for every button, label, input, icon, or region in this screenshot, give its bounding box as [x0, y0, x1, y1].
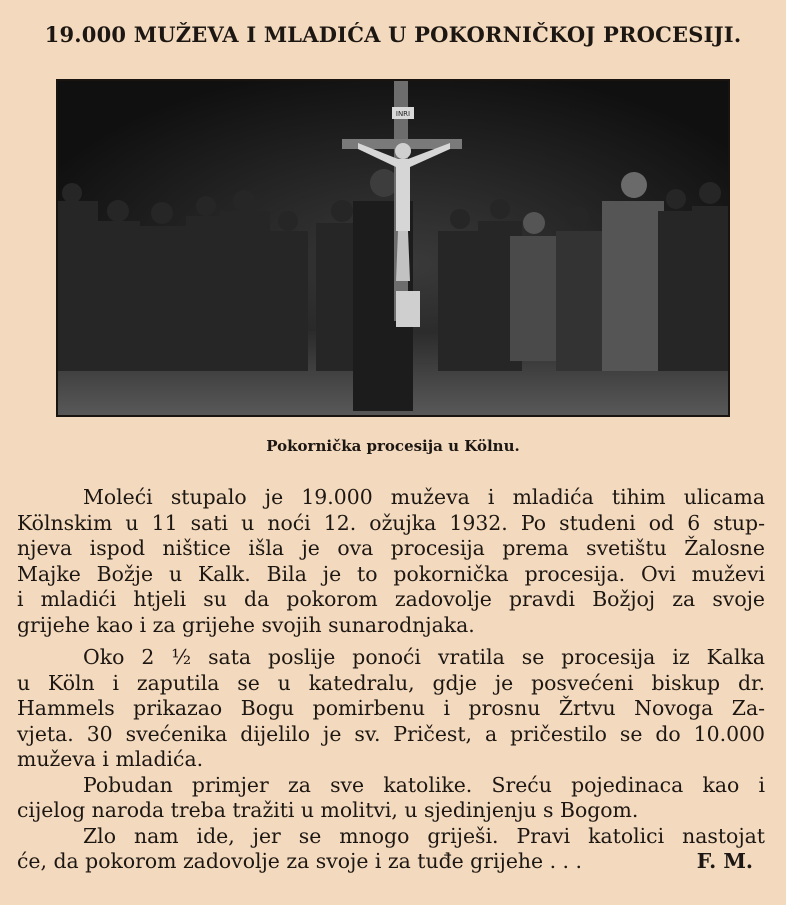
- text-line: Oko 2 ½ sata poslije ponoći vratila se procesija iz Kalka: [83, 645, 765, 669]
- text-line: će, da pokorom zadovolje za svoje i za tuđe grijehe . . .: [17, 849, 582, 873]
- text-line: Kölnskim u 11 sati u noći 12. ožujka 1932. Po studeni od 6 stup-: [17, 510, 765, 535]
- paragraph-4: [17, 824, 765, 875]
- text-line: Majke Božje u Kalk. Bila je to pokornička procesija. Ovi muževi: [17, 561, 765, 586]
- paragraph-1: [17, 485, 765, 638]
- text-line: cijelog naroda treba tražiti u molitvi, u sjedinjenju s Bogom.: [17, 798, 639, 822]
- text-line: Hammels prikazao Bogu pomirbenu i prosnu Žrtvu Novoga Za-: [17, 696, 765, 720]
- text-line: i mladići htjeli su da pokorom zadovolje pravdi Božjoj za svoje: [17, 587, 765, 611]
- text-line: vjeta. 30 svećenika dijelilo je sv. Pričest, a pričestilo se do 10.000: [17, 721, 765, 746]
- text-line: muževa i mladića.: [17, 747, 204, 771]
- photo-caption: Pokornička procesija u Kölnu.: [266, 437, 520, 455]
- article-body: [17, 485, 765, 875]
- text-line: Pobudan primjer za sve katolike. Sreću pojedinaca kao i: [83, 772, 765, 797]
- text-line: Zlo nam ide, jer se mnogo griješi. Pravi katolici nastojat: [83, 823, 765, 848]
- text-line: Moleći stupalo je 19.000 muževa i mladića tihim ulicama: [83, 485, 765, 509]
- text-line: u Köln i zaputila se u katedralu, gdje je posvećeni biskup dr.: [17, 670, 765, 695]
- procession-photo: [56, 79, 730, 417]
- closing-line: [17, 849, 765, 875]
- text-line: njeva ispod ništice išla je ova procesija prema svetištu Žalosne: [17, 536, 765, 560]
- cross-sign: INRI: [395, 110, 411, 118]
- paragraph-2: [17, 645, 765, 773]
- text-line: grijehe kao i za grijehe svojih sunarodnjaka.: [17, 612, 475, 637]
- procession-photo-illustration: [58, 81, 728, 415]
- author-signature: F. M.: [696, 849, 753, 873]
- article-headline: 19.000 MUŽEVA I MLADIĆA U POKORNIČKOJ PROCESIJI.: [44, 22, 742, 47]
- paragraph-3: [17, 773, 765, 824]
